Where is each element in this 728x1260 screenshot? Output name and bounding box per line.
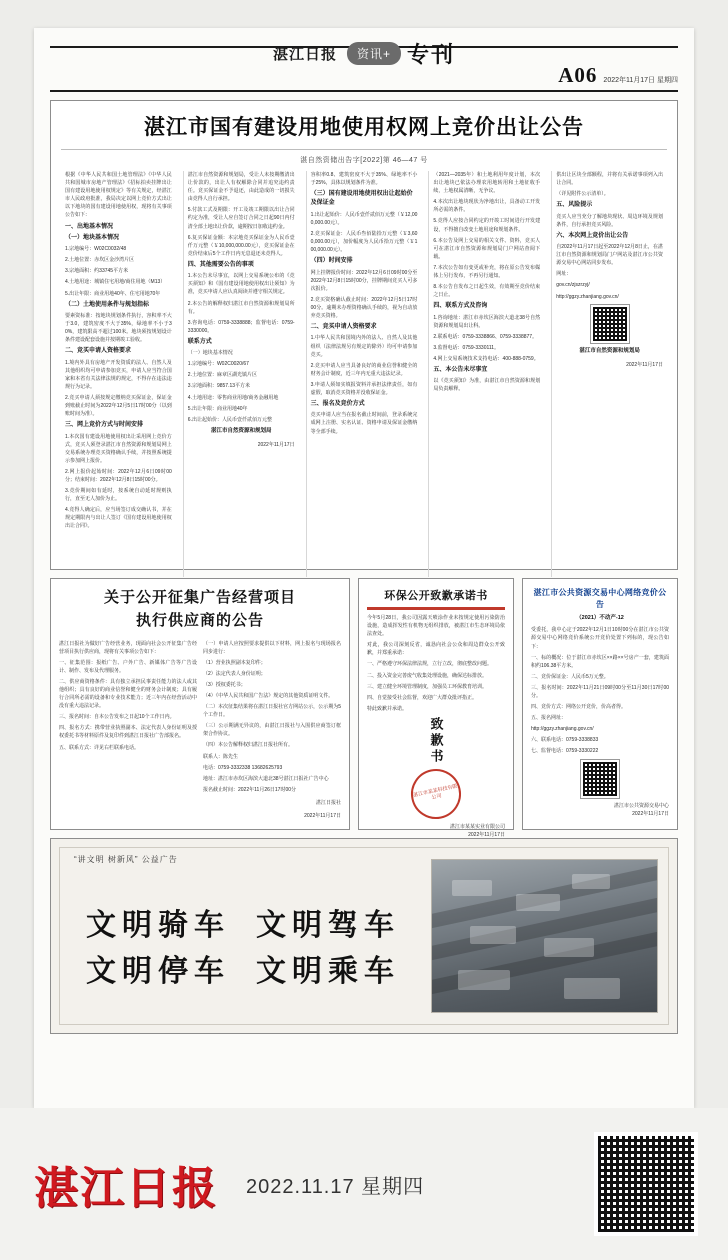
- article-subheading: （二）土地使用条件与规划指标: [65, 301, 150, 308]
- advert-supplier-notice: [50, 578, 350, 830]
- divider: [367, 607, 505, 610]
- article-paragraph: 2.土地位置：麻章区湖光镇片区: [187, 372, 257, 379]
- article-paragraph: 一、标的概况：位于湛江市赤坎区××路××号房产一套，建筑面积约106.38平方米。: [531, 654, 669, 669]
- page-footer: [0, 1108, 728, 1260]
- advert-signer: 湛江日报社: [315, 799, 341, 806]
- ad-slogan: 文明停车: [86, 955, 230, 988]
- ad-slogan: 文明骑车: [86, 908, 230, 942]
- article-paragraph: 3.申请人须如实填报资料并承担法律责任，如有虚假，取消竞买资格并没收保证金。: [310, 381, 418, 396]
- secondary-articles: [50, 578, 678, 838]
- article-column: [306, 171, 422, 577]
- article-subheading: 五、本公告未尽事宜: [433, 367, 488, 374]
- article-subheading: 二、竞买申请人资格要求: [65, 348, 132, 355]
- article-paragraph: 三、报名时间：2022年11月21日09时00分至11月30日17时00分。: [531, 684, 669, 699]
- article-paragraph: 6.本公告及网上交易的相关文件、资料，竞买人可在湛江市自然资源和规划局门户网站查阅下载。: [433, 237, 541, 260]
- article-paragraph: 以《竞买须知》为准，由湛江市自然资源和规划局负责解释。: [433, 378, 541, 393]
- article-subheading: 五、风险提示: [556, 202, 593, 209]
- article-paragraph: 1.境内外具有房地产开发资质的法人、自然人及其他组织均可申请参加竞买，申请人应当符合国家和本省有关法律法规的规定，不得存在违法违规行为记录。: [65, 359, 172, 390]
- page-title: 湛江市国有建设用地使用权网上竞价出让公告: [61, 111, 667, 150]
- article-paragraph: （详见附件公示清单）。: [556, 191, 609, 198]
- article-paragraph: （1）营业执照副本复印件；: [203, 659, 266, 666]
- article-paragraph: 容积率0.8、建筑密度不大于35%、绿地率不小于25%，具体以规划条件为准。: [310, 172, 418, 187]
- article-column: [551, 171, 667, 577]
- article-paragraph: 自2022年11月17日起至2022年12月8日止，在湛江市自然资源和规划局门户网站及湛江市公共资源交易中心网站同步发布。: [556, 244, 663, 267]
- article-paragraph: 5.竞得人应按合同约定的开竣工时间进行开发建设，不得擅自改变土地用途和规划条件。: [433, 218, 541, 233]
- advert-title-line1: 关于公开征集广告经营项目: [103, 590, 296, 606]
- trade-body: [531, 626, 669, 755]
- article-paragraph: 4.土地用途：城镇住宅用地/商住用地（M13）: [65, 279, 166, 286]
- article-paragraph: 3.咨询电话：0759-3338888；监督电话：0759-3330000。: [187, 319, 295, 334]
- article-paragraph: 五、联系方式：详见右栏联系电话。: [59, 744, 140, 751]
- article-paragraph: 竞买人应当充分了解地块现状、周边环境及规划条件，自行承担竞买风险。: [556, 213, 663, 228]
- article-paragraph: 网址：: [556, 271, 572, 278]
- article-paragraph: 2.土地位置：赤坎区金沙湾片区: [65, 257, 135, 264]
- footer-logo: 湛江日报: [34, 1164, 218, 1213]
- article-paragraph: gov.cn/zjszrzyj/: [556, 282, 590, 289]
- article-paragraph: 一、征集范围：报纸广告、户外广告、新媒体广告等广告设计、制作、发布及代理服务。: [59, 659, 197, 674]
- article-paragraph: （二）本次征集结果将在湛江日报社官方网站公示，公示期为5个工作日。: [203, 704, 341, 719]
- ad-slogan: 文明乘车: [256, 955, 400, 988]
- article-column: [428, 171, 544, 577]
- article-subheading: 四、联系方式及咨询: [433, 303, 488, 310]
- masthead: [50, 38, 678, 92]
- article-paragraph: （一）申请人应按照要求提供以下材料，网上报名与现场报名同步进行：: [203, 640, 341, 655]
- article-paragraph: 对此，我公司深刻反省，诚恳向社会公众和周边群众公开致歉，并郑重承诺：: [367, 642, 505, 657]
- article-paragraph: 五、报名网址：: [531, 715, 567, 722]
- article-subheading: 三、网上竞价方式与时间安排: [65, 422, 144, 429]
- masthead-center: [273, 38, 455, 69]
- article-paragraph: 1.宗地编号：W02C0020/67: [187, 361, 249, 368]
- article-column: [61, 171, 176, 577]
- advert-sign-date: 2022年11月17日: [304, 812, 341, 819]
- article-paragraph: 4.竞得人确定后，应当场签订成交确认书，并在规定期限内与出让人签订《国有建设用地使用权出让合同》。: [65, 507, 172, 530]
- advert-contact-label: 联系人：陈先生: [203, 753, 239, 760]
- advert-deadline: 报名截止时间：2022年11月26日17时00分: [203, 786, 296, 793]
- article-paragraph: 4.本次出让地块现状为净地出让，具备动工开发所必需的条件。: [433, 199, 541, 214]
- main-article: [50, 100, 678, 570]
- footer-qr-icon[interactable]: [594, 1132, 698, 1236]
- section-label: 专刊: [407, 42, 456, 67]
- article-paragraph: 2.网上报价起始时间：2022年12月6日09时00分；结束时间：2022年12月8日15时00分。: [65, 468, 172, 484]
- article-paragraph: 5.出让年限：商业用地40年: [187, 405, 248, 412]
- article-paragraph: 湛江市自然资源和规划局: [210, 427, 272, 434]
- article-subheading: 六、本次网上竞价出让公告: [556, 232, 629, 239]
- article-paragraph: 3.竞价期间如有延时，按系统自动延时规则执行，直至无人加价为止。: [65, 488, 172, 503]
- article-paragraph: 2022年11月17日: [626, 361, 663, 368]
- trade-signer: 湛江市公共资源交易中心: [613, 802, 669, 809]
- article-paragraph: 2022年11月17日: [257, 442, 295, 449]
- article-paragraph: 二、竞价保证金：人民币5万元整。: [531, 673, 609, 680]
- masthead-date: 2022年11月17日 星期四: [603, 77, 678, 84]
- article-paragraph: 七、监督电话：0759-3330222: [531, 748, 599, 755]
- article-columns: [61, 171, 667, 577]
- ad-slogans: [60, 877, 431, 996]
- ad-tag: “讲文明 树新风” 公益广告: [74, 855, 178, 864]
- public-service-ad: [50, 838, 678, 1034]
- article-paragraph: 2.竞买申请人须按规定缴纳竞买保证金，保证金到账截止时间为2022年12月5日17时00分（以到账时间为准）。: [65, 394, 172, 418]
- company-stamp: 湛江市某某科技有限公司: [406, 764, 465, 823]
- article-subheading: （四）时间安排: [310, 258, 353, 265]
- advert-title-line2: 执行供应商的公告: [135, 613, 264, 630]
- article-paragraph: （3）授权委托书；: [203, 681, 246, 688]
- paper-name: 湛江日报: [272, 47, 337, 63]
- article-paragraph: 2.竞买保证金：人民币叁佰陆拾万元整（￥3,600,000.00元），加价幅度为人民币拾万元整（￥100,000.00元）。: [310, 230, 418, 254]
- article-paragraph: 6.复买保证金额：本宗地竞买保证金为人民币壹仟万元整（￥10,000,000.00元），竞买保证金在竞价结束后5个工作日内无息退还未竞得人。: [187, 234, 295, 257]
- article-paragraph: 1.中华人民共和国境内外的法人、自然人及其他组织（法律法规另有规定的除外）均可申请参加竞买。: [310, 335, 418, 358]
- article-paragraph: http://ggzy.zhanjiang.gov.cn/: [531, 726, 594, 733]
- article-paragraph: 2.联系电话：0759-3338866、0759-3338877。: [433, 333, 538, 340]
- article-paragraph: 6.出让起始价：人民币壹仟贰佰万元整: [187, 416, 272, 423]
- footer-date: 2022.11.17 星期四: [246, 1175, 425, 1198]
- article-paragraph: 要素资标准：按地块规划条件执行，容积率不大于3.0，建筑密度不大于35%，绿地率不小于30%，建筑限高不超过100米。地块须按规划设计条件建设配套设施并按期竣工验收。: [65, 312, 172, 344]
- public-trade-notice: [522, 578, 678, 830]
- ad-frame: [59, 847, 669, 1025]
- env-vertical-title: 致歉书: [428, 716, 444, 765]
- ad-slogan-row: [86, 949, 431, 996]
- article-column: [183, 171, 299, 577]
- article-paragraph: 四、竞价方式：网络公开竞价，价高者得。: [531, 704, 627, 711]
- article-paragraph: 三、建立健全环境管理制度，加强员工环保教育培训。: [367, 683, 488, 690]
- article-paragraph: 四、报名方式：携带营业执照副本、法定代表人身份证明及授权委托书等材料原件及复印件到湛江日报社广告部报名。: [59, 725, 197, 740]
- article-paragraph: 1.宗地编号：W02C0032/48: [65, 246, 127, 253]
- article-paragraph: 7.本次公告如有变更或补充，将在原公告发布媒体上另行发布，不再另行通知。: [433, 264, 541, 280]
- article-subheading: 一、出地基本情况: [65, 223, 114, 230]
- article-paragraph: 5.出让年限：商业用地40年、住宅用地70年: [65, 290, 161, 297]
- ad-slogan-row: [86, 903, 431, 950]
- document-number: 湛自然资储出告字[2022]第 46—47 号: [300, 157, 428, 164]
- env-title: 环保公开致歉承诺书: [384, 590, 488, 602]
- page-number: A06: [558, 63, 598, 87]
- article-paragraph: 1.咨询地址：湛江市赤坎区海滨大道北38号自然资源和规划局出让科。: [433, 314, 541, 329]
- article-subheading: （一）地块基本情况: [65, 234, 120, 241]
- trade-date: 2022年11月17日: [632, 810, 669, 817]
- trade-doc-no: （2021）不动产-12: [576, 615, 624, 621]
- advert-contact-phone: 电话：0759-3332338 13682625793: [203, 764, 283, 771]
- article-paragraph: （三）公示期满无异议的，由湛江日报社与入围供应商签订框架合作协议。: [203, 723, 341, 738]
- article-paragraph: 受委托，我中心定于2022年12月1日10时00分在湛江市公共资源交易中心网络竞价系统公开竞价处置下列标的，现公告如下：: [531, 627, 669, 650]
- article-paragraph: 网上挂牌报价时间：2022年12月6日09时00分至2022年12月8日15时00分，挂牌期间竞买人可多次报价。: [310, 269, 418, 292]
- article-paragraph: 1.本次国有建设用地使用权出让采用网上竞价方式，竞买人须登录湛江市自然资源和规划局网上交易系统办理竞买资格确认手续，并按照系统提示参加网上报价。: [65, 433, 172, 464]
- article-paragraph: 3.宗地面积：约33745平方米: [65, 268, 129, 275]
- article-paragraph: 四、自觉接受社会监督，欢迎广大群众批评指正。: [367, 694, 478, 701]
- article-paragraph: 3.监督电话：0759-3330111。: [433, 344, 500, 351]
- article-paragraph: （2021—2035年）和土地利用年度计划，本次出让地块已依法办理农用地转用和土地征收手续，土地权属清晰，无争议。: [433, 172, 541, 195]
- qr-code-icon: [581, 760, 619, 798]
- article-paragraph: 3.宗地面积：9857.13平方米: [187, 383, 251, 390]
- ad-slogan: 文明驾车: [256, 908, 400, 942]
- section-pill: 资讯+: [347, 42, 401, 65]
- article-paragraph: 2.竞买申请人应当具备良好的商业信誉和健全的财务会计制度，近三年内无重大违法记录。: [310, 362, 418, 377]
- article-paragraph: 二、投入资金完善废气收集处理设施，确保达标排放。: [367, 672, 488, 679]
- article-paragraph: 2.本公告的解释权归湛江市自然资源和规划局所有。: [187, 300, 295, 315]
- article-paragraph: 5.付款工式及期限：开工及竣工期限以出让合同约定为准，受让人应自签订合同之日起90日内付清全部土地出让价款，逾期按日加收违约金。: [187, 207, 295, 230]
- env-body: [367, 614, 505, 713]
- article-paragraph: 4.土地用途：零售商业用地/商务金融用地: [187, 394, 279, 401]
- article-paragraph: 竞买申请人应当在报名截止时间前，登录系统完成网上注册、实名认证、资格申请及保证金缴纳等全部手续。: [310, 412, 418, 435]
- article-subheading: 三、报名及竞价方式: [310, 401, 365, 408]
- qr-code-icon: [591, 305, 629, 343]
- article-paragraph: 2.竞买资格确认截止时间：2022年12月5日17时00分。逾期未办理资格确认手续的，视为自动放弃竞买资格。: [310, 296, 418, 320]
- advert-right-column: [203, 640, 341, 825]
- article-paragraph: 根据《中华人民共和国土地管理法》《中华人民共和国城市房地产管理法》《招标拍卖挂牌出让国有建设用地使用权规定》等有关规定，经湛江市人民政府批准，我局决定以网上竞价方式出让以下地块的国有建设用地使用权，现将有关事项公告如下：: [65, 172, 172, 219]
- page-number-block: [558, 63, 678, 88]
- trade-title: 湛江市公共资源交易中心网络竞价公告: [533, 588, 667, 609]
- article-paragraph: 8.本公告自发布之日起生效，有效期至竞价结束之日止。: [433, 284, 541, 299]
- article-paragraph: 供出让区块全部额程，并将有关承诺事项列入出让合同。: [556, 172, 663, 187]
- article-paragraph: 湛江日报社为做好广告经营业务，现面向社会公开征集广告经营项目执行供应商，现将有关事项公告如下：: [59, 640, 197, 655]
- article-paragraph: 1.出让起始价：人民币壹仟贰佰万元整（￥12,000,000.00元）。: [310, 211, 418, 226]
- article-paragraph: 湛江市自然资源和规划局，受让人未按期缴清出让价款的，出让人有权解除合同并追究违约责任。竞买保证金不予退还，由此造成的一切损失由竞得人自行承担。: [187, 172, 295, 203]
- article-paragraph: 一、严格遵守环保法律法规，立行立改，彻底整改问题。: [367, 661, 493, 668]
- article-paragraph: （4）《中华人民共和国广告法》规定的其他资质证明文件。: [203, 692, 334, 699]
- advert-left-column: [59, 640, 197, 825]
- env-apology-notice: [358, 578, 514, 838]
- article-paragraph: （一）地块基本情况: [187, 350, 233, 357]
- article-paragraph: http://ggzy.zhanjiang.gov.cn/: [556, 293, 619, 300]
- article-subheading: （三）国有建设用地使用权出让起始价及保证金: [310, 191, 413, 207]
- article-subheading: 二、竞买申请人资格要求: [310, 324, 377, 331]
- env-company: 湛江市某某实业有限公司: [449, 823, 505, 830]
- article-subheading: 四、其他需要公告的事项: [187, 261, 254, 268]
- article-paragraph: 湛江市自然资源和规划局: [579, 347, 640, 354]
- article-paragraph: 三、报名时间：自本公告发布之日起10个工作日内。: [59, 714, 175, 721]
- article-paragraph: 二、供应商资格条件：具有独立承担民事责任能力的法人或其他组织；具有良好的商业信誉和健全的财务会计制度；具有履行合同所必需的设备和专业技术能力；近三年内在经营活动中没有重大违法记录。: [59, 678, 197, 710]
- article-paragraph: 4.网上交易系统技术支持电话：400-888-0759。: [433, 355, 539, 362]
- article-paragraph: 特此致歉并承诺。: [367, 705, 408, 712]
- advert-address: 地址：湛江市赤坎区海滨大道北38号湛江日报社广告中心: [203, 775, 329, 782]
- ad-photo: [431, 859, 658, 1013]
- article-paragraph: （2）法定代表人身份证明；: [203, 670, 266, 677]
- article-paragraph: 1.本公告未尽事宜，以网上交易系统公布的《竞买须知》和《国有建设用地使用权出让须知》为准，竞买申请人应认真阅读并遵守相关规定。: [187, 273, 295, 296]
- article-paragraph: 今年5月28日，我公司因露天喷涂作业未按规定使用污染防治设施，造成挥发性有机物无组织排放，被湛江市生态环境局依法查处。: [367, 615, 505, 638]
- article-paragraph: （四）本公告解释权归湛江日报社所有。: [203, 742, 294, 749]
- newspaper-sheet: [34, 28, 694, 1108]
- article-paragraph: 六、联系电话：0759-3338833: [531, 737, 599, 744]
- article-subheading: 联系方式: [187, 338, 212, 345]
- env-date: 2022年11月17日: [468, 831, 505, 838]
